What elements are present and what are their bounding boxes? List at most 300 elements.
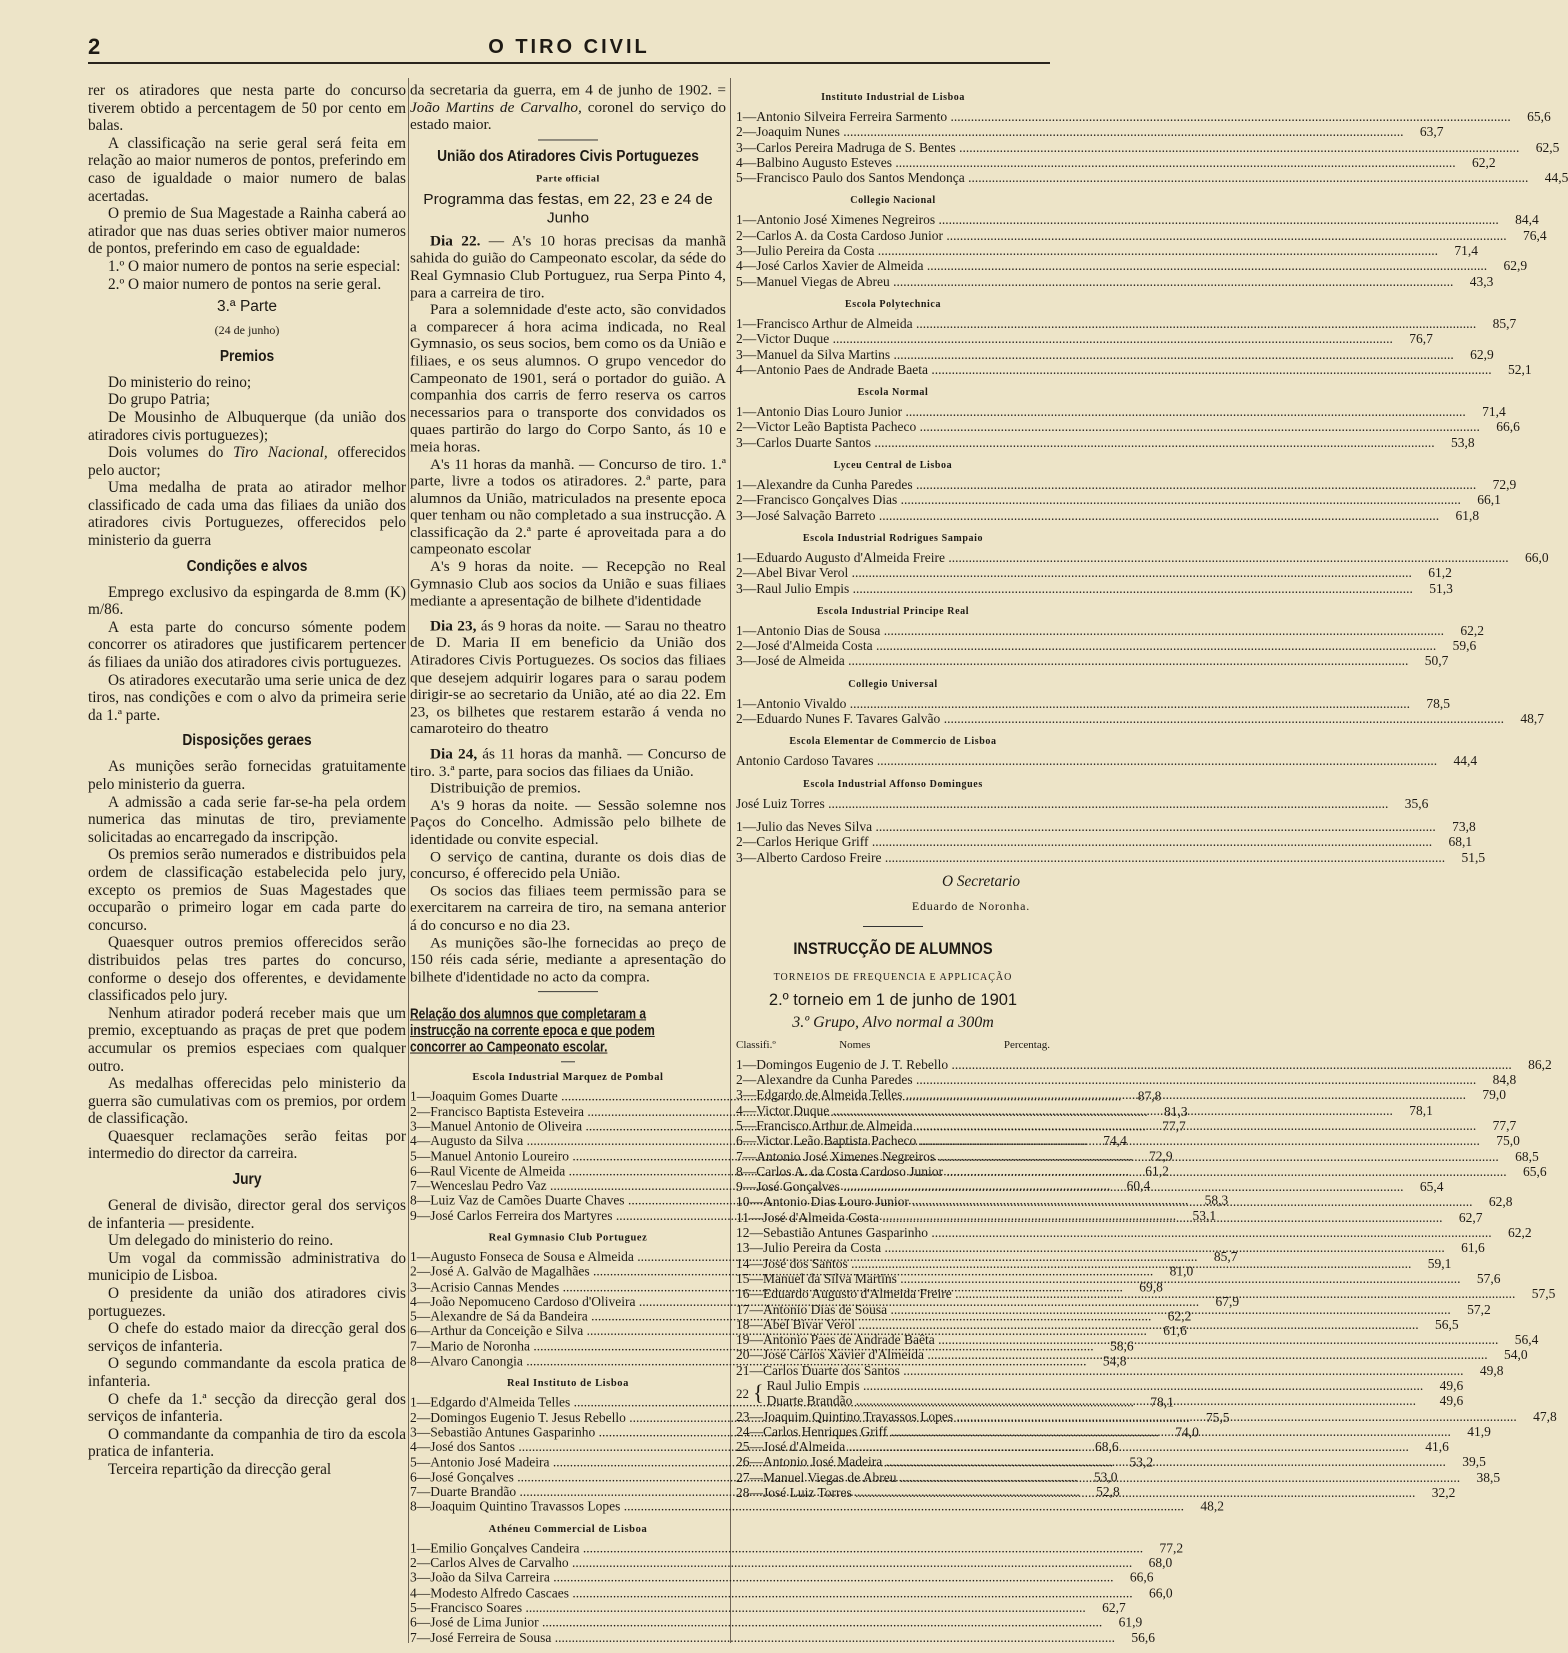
list-item: [736, 695, 1450, 711]
paragraph: [410, 618, 726, 738]
entry-score: 53,1: [1192, 1208, 1217, 1223]
entry-name: 27—Manuel Viegas de Abreu .....: [736, 1470, 1460, 1485]
list-item: [736, 434, 1475, 450]
entry-name: 1—Antonio Vivaldo .....: [736, 696, 1410, 711]
entry-name: 8—Joaquim Quintino Travassos Lopes .....: [410, 1499, 1184, 1514]
entry-name: 4—João Nepomuceno Cardoso d'Oliveira .....: [410, 1294, 1199, 1309]
entry-name: 2—Victor Duque .....: [736, 331, 1393, 346]
list-item: [736, 346, 1494, 362]
entry-score: 32,2: [1431, 1485, 1456, 1501]
entry-score: 50,7: [1424, 653, 1449, 669]
entry-name: Raul Julio Empis .....: [767, 1378, 1424, 1393]
paragraph: A classificação na serie geral será feita em relação ao maior numeros de pontos, preferindo em caso de igualdade o maior numero de balas acertadas.: [88, 134, 406, 205]
entry-score: 67,9: [1215, 1294, 1240, 1309]
list-item: [410, 1570, 1154, 1585]
paragraph: Os socios das filiaes teem permissão para se exercitarem na carreira de tiro, na semana anterior á do concurso e no dia 23.: [410, 882, 726, 934]
entry-score: 62,2: [1167, 1308, 1192, 1324]
school-heading: Collegio Nacional: [850, 195, 936, 207]
entry-name: 3—João da Silva Carreira .....: [410, 1570, 1113, 1585]
entry-score: 62,7: [1458, 1209, 1483, 1225]
column-header: Classifi.º: [736, 1039, 776, 1052]
entry-name: 1—Antonio Dias de Sousa .....: [736, 623, 1444, 638]
column-1: [88, 82, 406, 1479]
entry-name: 2—Joaquim Nunes .....: [736, 124, 1404, 139]
entry-name: 1—Emilio Gonçalves Candeira .....: [410, 1540, 1143, 1555]
list-item: [736, 818, 1476, 834]
tie-names: [767, 1378, 1464, 1409]
entry-name: Duarte Brandão .....: [767, 1393, 1424, 1408]
day-label: Dia 24,: [430, 745, 478, 763]
entry-score: 79,0: [1482, 1087, 1507, 1103]
entry-score: 44,4: [1453, 753, 1478, 769]
list-item: [736, 154, 1496, 170]
day-label: Dia 23,: [430, 617, 477, 635]
heading-jury: Jury: [232, 1171, 262, 1189]
paragraph: [410, 82, 726, 133]
entry-name: 10—Antonio Dias Louro Junior .....: [736, 1194, 1473, 1209]
school-heading: Escola Polytechnica: [844, 298, 942, 310]
heading-uniao: União dos Atiradores Civis Portuguezes: [437, 148, 699, 165]
paragraph: A's 9 horas da noite. — Recepção no Real Gymnasio Club aos socios da União e suas filiaes mediante a apresentação de bilhete d'identidade: [410, 558, 726, 610]
list-item: [410, 1629, 1155, 1645]
entry-score: 62,2: [1472, 154, 1496, 170]
paragraph: A esta parte do concurso sómente podem concorrer os atiradores que justificarem pertencer ás filiaes da união dos atiradores civis portuguezes.: [88, 618, 406, 672]
entry-name: 6—Arthur da Conceição e Silva .....: [410, 1324, 1147, 1339]
entry-score: 49,6: [1439, 1378, 1464, 1393]
entry-score: 65,6: [1527, 109, 1551, 124]
entry-name: 7—Duarte Brandão .....: [410, 1484, 1080, 1499]
entry-score: 61,8: [1455, 507, 1480, 523]
paragraph: General de divisão, director geral dos serviços de infanteria — presidente.: [88, 1197, 406, 1232]
entry-name: 6—José Gonçalves .....: [410, 1469, 1077, 1484]
entry-score: 66,1: [1477, 492, 1501, 508]
list-item: [736, 477, 1517, 493]
school-heading: Lyceu Central de Lisboa: [833, 460, 953, 472]
entry-score: 51,3: [1429, 580, 1453, 596]
entry-name: 3—Manuel da Silva Martins .....: [736, 347, 1454, 362]
entry-score: 86,2: [1528, 1056, 1552, 1072]
entry-name: 13—Julio Pereira da Costa .....: [736, 1240, 1445, 1255]
paragraph: Distribuição de premios.: [430, 779, 581, 797]
school-heading: Escola Industrial Rodrigues Sampaio: [802, 532, 984, 544]
entry-score: 76,4: [1523, 227, 1547, 243]
entry-name: 3—José de Almeida .....: [736, 653, 1408, 668]
entry-name: 3—Sebastião Antunes Gasparinho .....: [410, 1425, 1159, 1440]
entry-name: 2—José A. Galvão de Magalhães .....: [410, 1264, 1153, 1279]
entry-name: 8—Luiz Vaz de Camões Duarte Chaves .....: [410, 1193, 1188, 1208]
paragraph: Nenhum atirador poderá receber mais que um premio, exceptuando as praças de pret que podem accumular os premios especiaes com qualquer outro.: [88, 1004, 406, 1075]
list-item: [736, 638, 1477, 654]
list-item: [736, 243, 1478, 259]
entry-score: 48,7: [1520, 711, 1544, 727]
text: ás 9 horas da noite. — Sarau no theatro de D. Maria II em beneficio da União dos Atiradores Civis Portuguezes. Os socios das filiaes que desejem adquirir logares para o sarau podem dirigir-se ao secretario da União, até ao dia 22. Em 23, os bilhetes que restarem estarão á venda no camaroteiro do theatro: [410, 617, 726, 738]
heading-condicoes: Condições e alvos: [186, 557, 308, 575]
entry-name: 2—Carlos A. da Costa Cardoso Junior .....: [736, 228, 1507, 243]
entry-score: 59,6: [1452, 638, 1477, 654]
entry-name: Antonio Cardoso Tavares .....: [736, 753, 1437, 768]
list-item: [767, 1393, 1464, 1408]
entry-score: 57,6: [1476, 1270, 1501, 1286]
entry-name: 1—Edgardo d'Almeida Telles .....: [410, 1395, 1134, 1410]
subheading-torneios: TORNEIOS DE FREQUENCIA E APPLICAÇÃO: [773, 971, 1013, 983]
entry-name: 4—José dos Santos .....: [410, 1440, 1079, 1455]
school-heading: Real Instituto de Lisboa: [506, 1378, 630, 1390]
entry-name: 2—Francisco Baptista Esteveira .....: [410, 1104, 1148, 1119]
list-item: [767, 1378, 1464, 1393]
entry-name: 1—Francisco Arthur de Almeida .....: [736, 316, 1476, 331]
entry-score: 56,6: [1131, 1629, 1155, 1645]
paragraph: Para a solemnidade d'este acto, são convidados a comparecer á hora acima indicada, no Real Gymnasio, os seus socios, bem como os da União e filiaes, e os seus alumnos. O grupo vencedor do Campeonato de 1901, será o portador do guião. A companhia dos carris de ferro reserva os carros necessarios para o transporte dos convidados os quaes partirão do largo do Corpo Santo, ás 10 e meia horas.: [410, 301, 726, 456]
list-item: [410, 1600, 1126, 1615]
list-item: [736, 315, 1517, 331]
section-date: (24 de junho): [214, 323, 280, 338]
entry-score: 56,4: [1514, 1332, 1539, 1348]
school-heading: Collegio Universal: [848, 678, 938, 690]
school-heading: Instituto Industrial de Lisboa: [821, 92, 965, 103]
signature-name: Eduardo de Noronha.: [911, 899, 1030, 914]
page-number: 2: [88, 34, 101, 59]
list-item: [736, 711, 1544, 727]
entry-score: 62,7: [1102, 1600, 1126, 1615]
entry-name: 3—Carlos Duarte Santos .....: [736, 435, 1435, 450]
entry-name: 3—Julio Pereira da Costa .....: [736, 243, 1438, 258]
list-item: [736, 580, 1453, 596]
entry-name: 21—Carlos Duarte dos Santos .....: [736, 1363, 1463, 1378]
entry-name: 1—Eduardo Augusto d'Almeida Freire .....: [736, 550, 1509, 565]
paragraph: Quaesquer reclamações serão feitas por intermedio do director da carreira.: [88, 1127, 406, 1163]
list-item: [736, 404, 1506, 420]
list-item: [410, 1585, 1173, 1600]
paragraph: rer os atiradores que nesta parte do concurso tiverem obtido a percentagem de 50 por cento em balas.: [88, 82, 406, 135]
entry-name: 1—Antonio Dias Louro Junior .....: [736, 404, 1466, 419]
divider: [538, 139, 598, 140]
entry-score: 62,9: [1503, 258, 1528, 274]
entry-name: 5—Francisco Soares .....: [410, 1600, 1086, 1615]
entry-score: 62,9: [1470, 346, 1494, 362]
school-heading: Escola Normal: [857, 387, 929, 399]
entry-score: 68,5: [1515, 1148, 1539, 1164]
school-lists: [736, 92, 1568, 811]
entry-score: 51,5: [1461, 849, 1486, 865]
table-header: [736, 1037, 1050, 1055]
entry-name: 4—Victor Duque .....: [736, 1103, 1393, 1118]
entry-score: 61,9: [1118, 1615, 1143, 1630]
entry-name: 7—José Ferreira de Sousa .....: [410, 1630, 1115, 1645]
entry-score: 71,4: [1482, 404, 1506, 420]
entry-score: 53,8: [1450, 434, 1475, 450]
entry-score: 59,1: [1427, 1255, 1452, 1271]
entry-name: 1—Julio das Neves Silva .....: [736, 819, 1436, 834]
entry-score: 47,8: [1533, 1408, 1557, 1424]
entry-score: 78,1: [1150, 1394, 1174, 1410]
entry-name: 4—Antonio Paes de Andrade Baeta .....: [736, 362, 1492, 377]
entry-name: 2—Carlos Alves de Carvalho .....: [410, 1555, 1132, 1570]
paragraph: As munições serão fornecidas gratuitamente pelo ministerio da guerra.: [88, 758, 406, 793]
paragraph: A's 11 horas da manhã. — Concurso de tiro. 1.ª parte, livre a todos os atiradores. 2.ª parte, para alumnos da União, matriculados na presente epoca quer tenham ou não completado a sua instrucção. A classificação da 2.ª parte é aproveitada para a do campeonato escolar: [410, 455, 726, 558]
entry-score: 49,6: [1439, 1393, 1464, 1409]
list-item: [410, 1555, 1173, 1570]
entry-name: 20—José Carlos Xavier d'Almeida .....: [736, 1347, 1488, 1362]
paragraph: Emprego exclusivo da espingarda de 8.mm (K) m/86.: [88, 583, 406, 619]
entry-score: 78,1: [1409, 1102, 1433, 1118]
entry-score: 41,6: [1425, 1439, 1449, 1455]
paragraph: A admissão a cada serie far-se-ha pela ordem numerica das minutas de tiro, previamente solicitadas ao encarregado da inscripção.: [88, 793, 406, 846]
paragraph: [410, 233, 726, 302]
entry-score: 58,3: [1204, 1193, 1229, 1208]
entry-score: 43,3: [1469, 273, 1494, 289]
list-item: [736, 795, 1429, 811]
entry-score: 61,2: [1145, 1163, 1169, 1179]
entry-score: 72,9: [1492, 477, 1517, 493]
entry-name: 5—Alexandre de Sá da Bandeira .....: [410, 1309, 1151, 1324]
entry-name: 2—Domingos Eugenio T. Jesus Rebello .....: [410, 1410, 1190, 1425]
entry-name: 12—Sebastião Antunes Gasparinho .....: [736, 1225, 1492, 1240]
list-item: [410, 1499, 1225, 1514]
entry-score: 35,6: [1404, 795, 1429, 811]
entry-name: 6—José de Lima Junior .....: [410, 1615, 1102, 1630]
list-item: [736, 139, 1560, 155]
entry-name: 25—José d'Almeida .....: [736, 1439, 1409, 1454]
list-item: [736, 507, 1480, 523]
section-title: 3.ª Parte: [216, 298, 278, 316]
tie-rank: 22: [736, 1385, 749, 1401]
school-heading: Escola Industrial Principe Real: [816, 605, 970, 617]
paragraph: O segundo commandante da escola pratica de infanteria.: [88, 1355, 406, 1390]
entry-score: 39,5: [1462, 1454, 1486, 1470]
entry-score: 77,7: [1492, 1117, 1517, 1133]
entry-score: 62,8: [1488, 1194, 1513, 1210]
entry-score: 44,5: [1544, 170, 1568, 186]
entry-name: 3—Manuel Antonio de Oliveira .....: [410, 1119, 1146, 1134]
entry-name: 5—Manuel Viegas de Abreu .....: [736, 274, 1453, 289]
entry-score: 65,4: [1419, 1179, 1444, 1195]
list-item: [736, 622, 1484, 638]
entry-name: 16—Eduardo Augusto d'Almeida Freire .....: [736, 1286, 1515, 1301]
entry-name: 3—Edgardo de Almeida Telles .....: [736, 1087, 1466, 1102]
text: — A's 10 horas precisas da manhã sahida do guião do Campeonato escolar, da séde do Real Gymnasio Club Portuguez, rua Serpa Pinto 4, para a carreira de tiro.: [410, 232, 726, 301]
school-heading: Real Gymnasio Club Portuguez: [488, 1232, 648, 1244]
entry-name: 6—Raul Vicente de Almeida .....: [410, 1163, 1129, 1178]
entry-name: 3—José Salvação Barreto .....: [736, 508, 1439, 523]
entry-name: 18—Abel Bivar Verol .....: [736, 1317, 1419, 1332]
entry-score: 77,7: [1162, 1118, 1186, 1134]
entry-score: 68,0: [1148, 1555, 1173, 1570]
entry-name: 24—Carlos Henriques Griff .....: [736, 1424, 1451, 1439]
entry-score: 61,2: [1428, 565, 1452, 581]
entry-name: 4—Augusto da Silva .....: [410, 1134, 1087, 1149]
entry-score: 81,3: [1163, 1103, 1188, 1119]
entry-name: 8—Carlos A. da Costa Cardoso Junior .....: [736, 1164, 1507, 1179]
list-item: [736, 1117, 1517, 1133]
torneio-title: 2.º torneio em 1 de junho de 1901: [768, 990, 1018, 1009]
page-header: [88, 34, 1050, 64]
paragraph: Uma medalha de prata ao atirador melhor classificado de cada uma das filiaes da união dos atiradores civis Portuguezes, offerecidos pelo ministerio da guerra: [88, 479, 406, 550]
entry-name: 2—Eduardo Nunes F. Tavares Galvão .....: [736, 711, 1504, 726]
heading-relacao: Relação dos alumnos que completaram a instrucção na corrente epoca e que podem concorrer ao Campeonato escolar.: [410, 1006, 655, 1056]
paragraph: O commandante da companhia de tiro da escola pratica de infanteria.: [88, 1425, 406, 1461]
entry-score: 78,5: [1426, 695, 1450, 711]
text: ás 11 horas da manhã. — Concurso de tiro. 3.ª parte, para socios das filiaes da União.: [410, 745, 726, 780]
signatory: João Martins de Carvalho,: [410, 99, 582, 116]
entry-score: 65,6: [1523, 1163, 1547, 1179]
entry-name: José Luiz Torres .....: [736, 796, 1388, 811]
subheading: Parte official: [536, 173, 600, 185]
list-item: [736, 258, 1528, 274]
entry-name: 23—Joaquim Quintino Travassos Lopes .....: [736, 1409, 1517, 1424]
entry-score: 61,6: [1163, 1323, 1187, 1339]
entry-name: 4—José Carlos Xavier de Almeida .....: [736, 258, 1487, 273]
text: Dois volumes do: [108, 444, 234, 462]
entry-score: 81,0: [1169, 1264, 1194, 1279]
paragraph: [88, 444, 406, 479]
school-heading: Escola Elementar de Commercio de Lisboa: [789, 736, 997, 748]
list-item: [736, 1225, 1532, 1241]
entry-score: 41,9: [1467, 1423, 1491, 1439]
entry-score: 77,2: [1159, 1540, 1184, 1556]
entry-name: 7—Mario de Noronha .....: [410, 1339, 1094, 1354]
paragraph: O serviço de cantina, durante os dois dias de concurso, é offerecido pela União.: [410, 848, 726, 883]
entry-score: 66,0: [1148, 1585, 1173, 1600]
entry-name: 5—Francisco Paulo dos Santos Mendonça .....: [736, 170, 1528, 185]
list-item: [736, 492, 1501, 508]
list-item: [736, 653, 1449, 669]
entry-score: 52,8: [1096, 1484, 1120, 1499]
entry-score: 62,5: [1535, 139, 1560, 155]
list-item: [736, 1240, 1485, 1256]
list-item: [736, 361, 1532, 377]
entry-name: 14—José dos Santos .....: [736, 1256, 1411, 1271]
entry-name: 9—José Gonçalves .....: [736, 1179, 1403, 1194]
paragraph: 1.º O maior numero de pontos na serie especial:: [108, 257, 401, 275]
heading-disposicoes: Disposições geraes: [182, 732, 312, 750]
list-item: [736, 273, 1494, 289]
entry-score: 54,0: [1504, 1347, 1528, 1363]
entry-name: 5—Francisco Arthur de Almeida .....: [736, 1118, 1476, 1133]
brace: {: [753, 1380, 764, 1406]
column-header: Percentag.: [1003, 1039, 1050, 1052]
entry-name: 1—Joaquim Gomes Duarte .....: [410, 1089, 1121, 1104]
entry-score: 74,0: [1175, 1424, 1199, 1440]
group-title: 3.º Grupo, Alvo normal a 300m: [792, 1013, 994, 1031]
entry-score: 54,8: [1102, 1353, 1127, 1369]
entry-name: 19—Antonio Paes de Andrade Baêta .....: [736, 1332, 1498, 1347]
list-item: [736, 109, 1551, 124]
entry-score: 87,8: [1137, 1088, 1162, 1104]
entry-score: 61,6: [1461, 1240, 1485, 1256]
paragraph: O chefe da 1.ª secção da direcção geral dos serviços de infanteria.: [88, 1390, 406, 1426]
list-item: [736, 124, 1444, 140]
paragraph: Um delegado do ministerio do reino.: [108, 1232, 334, 1250]
entry-name: 17—Antonio Dias de Sousa .....: [736, 1302, 1451, 1317]
entry-score: 57,2: [1467, 1301, 1491, 1317]
entry-score: 75,0: [1496, 1133, 1520, 1149]
entry-score: 72,9: [1148, 1148, 1173, 1164]
entry-name: 1—Antonio Silveira Ferreira Sarmento .....: [736, 109, 1511, 124]
entry-score: 76,7: [1409, 331, 1433, 347]
entry-name: 4—Modesto Alfredo Cascaes .....: [410, 1585, 1133, 1600]
entry-score: 74,4: [1103, 1133, 1127, 1149]
entry-name: 3—Carlos Pereira Madruga de S. Bentes .....: [736, 140, 1519, 155]
list-item: [736, 549, 1549, 565]
heading-instrucao: INSTRUCÇÃO DE ALUMNOS: [793, 938, 993, 958]
school-heading: Escola Industrial Affonso Domingues: [803, 778, 983, 790]
paragraph: [410, 746, 726, 780]
text: da secretaria da guerra, em 4 de junho de 1902. =: [410, 82, 726, 99]
entry-score: 57,5: [1531, 1286, 1556, 1302]
entry-name: 6—Victor Leão Baptista Pacheco .....: [736, 1133, 1480, 1148]
entry-score: 68,6: [1095, 1439, 1119, 1455]
paragraph: Os atiradores executarão uma serie unica de dez tiros, nas condições e com o alvo da primeira serie da 1.ª parte.: [88, 671, 406, 724]
entry-name: 3—Raul Julio Empis .....: [736, 581, 1413, 596]
entry-score: 69,8: [1139, 1279, 1163, 1294]
entry-score: 84,4: [1515, 212, 1539, 228]
paragraph: As medalhas offerecidas pelo ministerio da guerra são cumulativas com os premios, por ordem de classificação.: [88, 1075, 406, 1128]
entry-score: 52,1: [1507, 361, 1532, 377]
list-item: [410, 1615, 1143, 1630]
day-label: Dia 22.: [430, 232, 481, 250]
entry-score: 85,7: [1213, 1249, 1238, 1264]
entry-score: 49,8: [1479, 1362, 1504, 1378]
entry-score: 85,7: [1492, 315, 1517, 331]
list-item: [736, 753, 1478, 769]
entry-name: 4—Balbino Augusto Esteves .....: [736, 155, 1456, 170]
entry-score: 66,6: [1129, 1570, 1154, 1585]
column-header: Nomes: [839, 1039, 871, 1052]
text: offerecidos pelo auctor;: [88, 444, 406, 479]
book-title: Tiro Nacional,: [233, 444, 328, 462]
list-item: [736, 227, 1547, 243]
paragraph: De Mousinho de Albuquerque (da união dos atiradores civis portuguezes);: [88, 408, 406, 444]
entry-name: 11—José d'Almeida Costa .....: [736, 1210, 1443, 1225]
entry-name: 2—Victor Leão Baptista Pacheco .....: [736, 419, 1480, 434]
entry-name: 9—José Carlos Ferreira dos Martyres .....: [410, 1208, 1176, 1223]
list-item: [736, 331, 1433, 347]
paragraph: Quaesquer outros premios offerecidos serão distribuidos pelas tres partes do concurso, conforme o desejo dos offerentes, e devidamente classificados pelo jury.: [88, 934, 406, 1005]
entry-name: 1—Antonio José Ximenes Negreiros .....: [736, 212, 1499, 227]
divider: [561, 1062, 575, 1063]
list-item: [736, 1072, 1517, 1088]
entry-score: 38,5: [1476, 1469, 1501, 1485]
entry-name: 15—Manuel da Silva Martins .....: [736, 1271, 1460, 1286]
entry-name: 7—Antonio José Ximenes Negreiros .....: [736, 1149, 1499, 1164]
divider: [538, 991, 598, 992]
entry-name: 5—Antonio José Madeira .....: [410, 1455, 1113, 1470]
entry-score: 73,8: [1452, 818, 1476, 834]
school-heading: Escola Industrial Marquez de Pombal: [472, 1072, 664, 1084]
paragraph: Do grupo Patria;: [108, 391, 210, 409]
paragraph: As munições são-lhe fornecidas ao preço de 150 réis cada série, mediante a apresentação do bilhete d'identidade no acto da compra.: [410, 934, 726, 986]
paragraph: Um vogal da commissão administrativa do municipio de Lisboa.: [88, 1249, 406, 1285]
paragraph: Do ministerio do reino;: [108, 373, 252, 391]
entry-score: 60,4: [1126, 1178, 1151, 1193]
list-item: [736, 170, 1568, 186]
entry-name: 1—Augusto Fonseca de Sousa e Almeida .....: [410, 1249, 1197, 1264]
entry-name: 2—José d'Almeida Costa .....: [736, 638, 1436, 653]
entry-score: 68,1: [1448, 834, 1473, 850]
entry-score: 75,5: [1205, 1409, 1230, 1425]
entry-score: 66,0: [1525, 549, 1549, 565]
entry-name: 28—José Luiz Torres .....: [736, 1485, 1415, 1500]
entry-score: 48,2: [1200, 1499, 1225, 1514]
school-heading: Athéneu Commercial de Lisboa: [488, 1523, 648, 1535]
paragraph: O premio de Sua Magestade a Rainha caberá ao atirador que nas duas series obtiver maior numeros de pontos, preferindo em caso de egualdade:: [88, 205, 406, 258]
paragraph: O chefe do estado maior da direcção geral dos serviços de infanteria.: [88, 1320, 406, 1355]
entry-score: 56,5: [1434, 1316, 1459, 1332]
entry-name: 1—Alexandre da Cunha Paredes .....: [736, 477, 1476, 492]
entry-score: 71,4: [1454, 243, 1478, 259]
paragraph: O presidente da união dos atiradores civis portuguezes.: [88, 1285, 406, 1320]
paragraph: Terceira repartição da direcção geral: [108, 1460, 332, 1478]
